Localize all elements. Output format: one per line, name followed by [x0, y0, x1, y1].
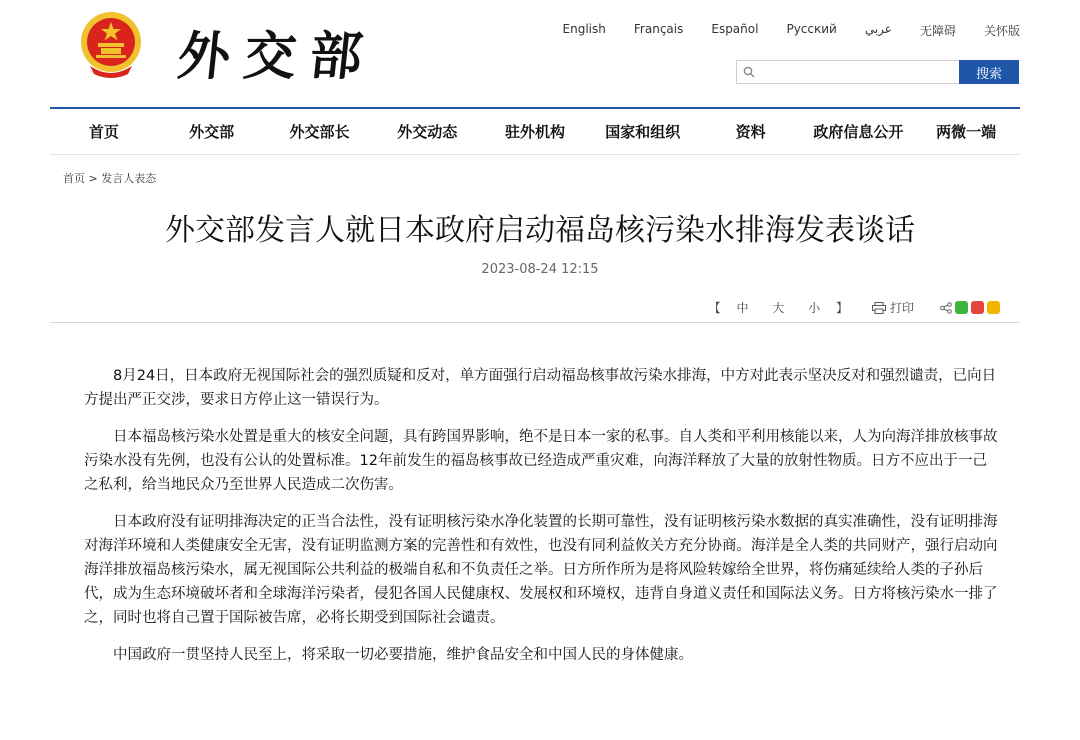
breadcrumb-home[interactable]: 首页 — [63, 172, 85, 185]
article-body — [84, 364, 1000, 680]
search-bar — [736, 60, 1019, 84]
care-mode-link[interactable]: 关怀版 — [983, 24, 1020, 38]
nav-item-missions[interactable]: 驻外机构 — [505, 123, 566, 141]
article-paragraph: 中国政府一贯坚持人民至上，将采取一切必要措施，维护食品安全和中国人民的身体健康。 — [113, 647, 693, 663]
weibo-icon[interactable] — [971, 301, 984, 314]
search-box — [736, 60, 959, 84]
accessibility-link[interactable]: 无障碍 — [919, 24, 956, 38]
nav-item-social[interactable]: 两微一端 — [936, 123, 997, 141]
main-nav — [50, 110, 1020, 154]
nav-item-home[interactable]: 首页 — [88, 123, 119, 141]
search-button[interactable]: 搜索 — [959, 60, 1019, 84]
breadcrumb-separator: > — [88, 172, 98, 185]
nav-item-news[interactable]: 外交动态 — [397, 123, 458, 141]
nav-bottom-divider — [50, 154, 1020, 155]
font-size-medium[interactable]: 大 — [772, 301, 787, 315]
lang-english[interactable]: English — [562, 22, 606, 36]
nav-item-resources[interactable]: 资料 — [735, 123, 766, 141]
share-icon — [940, 302, 952, 314]
publish-date: 2023-08-24 12:15 — [481, 262, 599, 277]
font-size-small[interactable]: 小 — [808, 301, 823, 315]
lang-french[interactable]: Français — [633, 22, 684, 36]
print-icon — [872, 302, 886, 314]
article-paragraph: 日本福岛核污染水处置是重大的核安全问题，具有跨国界影响，绝不是日本一家的私事。自人类和平利用核能以来，人为向海洋排放核事故污染水没有先例，也没有公认的处置标准。12年前发生的福岛核事故已经造成严重灾难，向海洋释放了大量的放射性物质。日方不应出于一己之私利，给当地民众乃至世界人民造成二次伤害。 — [84, 429, 998, 493]
font-size-switcher — [709, 299, 850, 316]
qzone-icon[interactable] — [987, 301, 1000, 314]
nav-item-disclosure[interactable]: 政府信息公开 — [813, 123, 904, 141]
lang-arabic[interactable]: عربي — [864, 22, 892, 36]
search-input[interactable] — [755, 62, 959, 82]
search-icon — [743, 63, 755, 82]
page-title: 外交部发言人就日本政府启动福岛核污染水排海发表谈话 — [165, 213, 915, 248]
lang-spanish[interactable]: Español — [711, 22, 759, 36]
nav-top-divider — [50, 107, 1020, 109]
nav-item-minister[interactable]: 外交部长 — [289, 123, 350, 141]
font-bracket-open: 【 — [708, 301, 723, 315]
article-paragraph: 日本政府没有证明排海决定的正当合法性，没有证明核污染水净化装置的长期可靠性，没有证明核污染水数据的真实准确性，没有证明排海对海洋环境和人类健康安全无害，没有证明监测方案的完善性和有效性，也没有同利益攸关方充分协商。海洋是全人类的共同财产，强行启动向海洋排放福岛核污染水，属无视国际公共利益的极端自私和不负责任之举。日方所作所为是将风险转嫁给全世界，将伤痛延续给人类的子孙后代，成为生态环境破坏者和全球海洋污染者，侵犯各国人民健康权、发展权和环境权，违背自身道义责任和国际法义务。日方将核污染水一排了之，同时也将自己置于国际被告席，必将长期受到国际社会谴责。 — [84, 514, 998, 626]
article-tools — [709, 299, 1000, 316]
national-emblem-icon[interactable] — [78, 10, 144, 78]
font-bracket-close: 】 — [835, 301, 850, 315]
lang-russian[interactable]: Русский — [786, 22, 837, 36]
share-bar — [940, 301, 1000, 314]
nav-item-countries[interactable]: 国家和组织 — [605, 123, 681, 141]
print-label: 打印 — [889, 301, 914, 315]
language-links — [535, 22, 1020, 39]
breadcrumb-current[interactable]: 发言人表态 — [101, 172, 157, 185]
site-logo-title[interactable]: 外交部 — [174, 26, 380, 87]
print-button[interactable] — [872, 299, 914, 316]
font-size-large[interactable]: 中 — [736, 301, 751, 315]
wechat-icon[interactable] — [955, 301, 968, 314]
nav-item-ministry[interactable]: 外交部 — [189, 123, 235, 141]
content-divider — [50, 322, 1020, 323]
article-paragraph: 8月24日，日本政府无视国际社会的强烈质疑和反对，单方面强行启动福岛核事故污染水排海，中方对此表示坚决反对和强烈谴责，已向日方提出严正交涉，要求日方停止这一错误行为。 — [84, 368, 997, 408]
breadcrumb — [63, 170, 156, 186]
